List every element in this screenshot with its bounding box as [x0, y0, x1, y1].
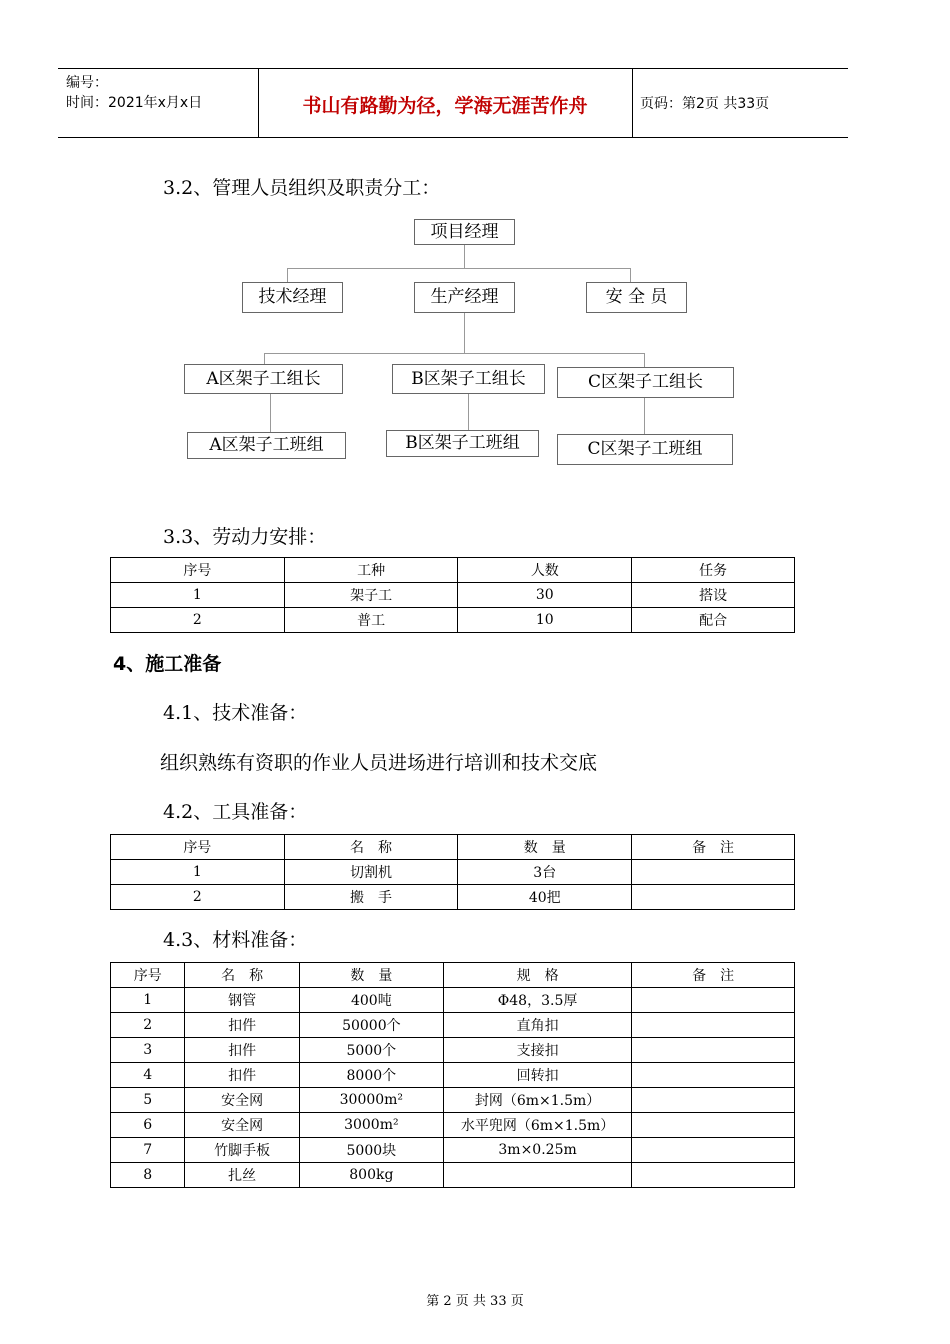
- table-cell: [632, 860, 795, 885]
- table-cell: 8000个: [299, 1063, 443, 1088]
- table-cell: 3台: [458, 860, 632, 885]
- table-header-cell: 名 称: [284, 835, 458, 860]
- org-connector: [270, 394, 271, 432]
- org-box-production-manager: 生产经理: [414, 282, 515, 313]
- section-4-title: 4、施工准备: [113, 653, 222, 675]
- org-box-technical-manager: 技术经理: [242, 282, 343, 313]
- table-cell: 800kg: [299, 1163, 443, 1188]
- table-header-cell: 名 称: [185, 963, 299, 988]
- section-4-3-title: 4.3、材料准备：: [163, 929, 308, 951]
- org-box-project-manager: 项目经理: [414, 219, 515, 245]
- table-header-cell: 人数: [458, 558, 632, 583]
- section-4-1-text: 组织熟练有资职的作业人员进场进行培训和技术交底: [160, 752, 598, 774]
- org-connector: [287, 268, 288, 282]
- header-divider: [632, 69, 633, 137]
- table-cell: [632, 1113, 795, 1138]
- org-connector: [287, 268, 630, 269]
- table-cell: 切割机: [284, 860, 458, 885]
- table-cell: 3: [111, 1038, 185, 1063]
- table-cell: 1: [111, 583, 285, 608]
- table-cell: [632, 1088, 795, 1113]
- org-connector: [630, 268, 631, 282]
- table-cell: 钢管: [185, 988, 299, 1013]
- table-cell: 30000m²: [299, 1088, 443, 1113]
- table-cell: 扎丝: [185, 1163, 299, 1188]
- table-cell: 搬 手: [284, 885, 458, 910]
- materials-table: [110, 962, 795, 1188]
- table-row: [111, 1163, 795, 1188]
- table-cell: 扣件: [185, 1038, 299, 1063]
- table-header-cell: 备 注: [632, 963, 795, 988]
- table-cell: [632, 1138, 795, 1163]
- table-row: [111, 885, 795, 910]
- table-cell: 封网（6m×1.5m）: [443, 1088, 631, 1113]
- org-box-b-team: B区架子工班组: [386, 430, 539, 457]
- table-row: [111, 1113, 795, 1138]
- table-header-row: [111, 963, 795, 988]
- table-cell: 5000个: [299, 1038, 443, 1063]
- section-4-2-title: 4.2、工具准备：: [163, 801, 308, 823]
- table-header-cell: 规 格: [443, 963, 631, 988]
- page-header: [58, 68, 848, 138]
- table-cell: 10: [458, 608, 632, 633]
- table-header-row: [111, 835, 795, 860]
- table-cell: 7: [111, 1138, 185, 1163]
- table-cell: 50000个: [299, 1013, 443, 1038]
- page-footer: 第 2 页 共 33 页: [426, 1294, 524, 1309]
- section-3-3-title: 3.3、劳动力安排：: [163, 526, 327, 548]
- table-cell: [632, 1038, 795, 1063]
- header-page-number: 页码：第2页 共33页: [640, 96, 770, 112]
- org-connector: [464, 313, 465, 353]
- table-row: [111, 988, 795, 1013]
- table-cell: 架子工: [284, 583, 458, 608]
- table-cell: 400吨: [299, 988, 443, 1013]
- table-cell: [632, 1163, 795, 1188]
- labor-table: [110, 557, 795, 633]
- table-cell: [632, 1013, 795, 1038]
- table-cell: 2: [111, 608, 285, 633]
- table-cell: 竹脚手板: [185, 1138, 299, 1163]
- table-row: [111, 608, 795, 633]
- table-cell: 6: [111, 1113, 185, 1138]
- table-cell: [632, 885, 795, 910]
- header-meta: [66, 73, 202, 113]
- org-connector: [464, 244, 465, 268]
- table-header-cell: 数 量: [299, 963, 443, 988]
- org-connector: [264, 353, 644, 354]
- table-cell: [632, 1063, 795, 1088]
- table-cell: [443, 1163, 631, 1188]
- table-cell: 4: [111, 1063, 185, 1088]
- table-header-cell: 序号: [111, 963, 185, 988]
- table-cell: 30: [458, 583, 632, 608]
- header-time: 时间：2021年x月x日: [66, 95, 203, 111]
- table-cell: 安全网: [185, 1088, 299, 1113]
- table-cell: 搭设: [632, 583, 795, 608]
- tools-table: [110, 834, 795, 910]
- table-cell: 8: [111, 1163, 185, 1188]
- table-header-cell: 备 注: [632, 835, 795, 860]
- table-cell: 1: [111, 988, 185, 1013]
- table-header-cell: 序号: [111, 835, 285, 860]
- table-cell: Φ48，3.5厚: [443, 988, 631, 1013]
- table-row: [111, 1138, 795, 1163]
- table-cell: 配合: [632, 608, 795, 633]
- table-cell: 安全网: [185, 1113, 299, 1138]
- table-row: [111, 860, 795, 885]
- org-connector: [644, 353, 645, 367]
- table-cell: 支接扣: [443, 1038, 631, 1063]
- table-cell: 水平兜网（6m×1.5m）: [443, 1113, 631, 1138]
- table-cell: 2: [111, 885, 285, 910]
- table-cell: 直角扣: [443, 1013, 631, 1038]
- header-motto: 书山有路勤为径，学海无涯苦作舟: [302, 95, 588, 117]
- table-cell: 回转扣: [443, 1063, 631, 1088]
- table-row: [111, 1013, 795, 1038]
- org-connector: [468, 394, 469, 430]
- org-box-c-leader: C区架子工组长: [557, 367, 734, 398]
- table-row: [111, 1063, 795, 1088]
- org-box-safety-officer: 安 全 员: [586, 282, 687, 313]
- table-row: [111, 1038, 795, 1063]
- section-3-2-title: 3.2、管理人员组织及职责分工：: [163, 177, 441, 199]
- table-cell: [632, 988, 795, 1013]
- org-connector: [644, 398, 645, 434]
- org-box-c-team: C区架子工班组: [557, 434, 733, 465]
- table-cell: 5000块: [299, 1138, 443, 1163]
- table-header-row: [111, 558, 795, 583]
- org-box-a-leader: A区架子工组长: [184, 364, 343, 394]
- table-header-cell: 序号: [111, 558, 285, 583]
- table-cell: 扣件: [185, 1013, 299, 1038]
- header-number: 编号：: [66, 75, 108, 91]
- section-4-1-title: 4.1、技术准备：: [163, 702, 308, 724]
- table-header-cell: 工种: [284, 558, 458, 583]
- table-row: [111, 1088, 795, 1113]
- table-cell: 3000m²: [299, 1113, 443, 1138]
- table-cell: 2: [111, 1013, 185, 1038]
- table-cell: 1: [111, 860, 285, 885]
- org-box-b-leader: B区架子工组长: [392, 364, 545, 394]
- table-header-cell: 数 量: [458, 835, 632, 860]
- table-header-cell: 任务: [632, 558, 795, 583]
- org-box-a-team: A区架子工班组: [187, 432, 346, 459]
- table-cell: 5: [111, 1088, 185, 1113]
- table-cell: 扣件: [185, 1063, 299, 1088]
- table-cell: 3m×0.25m: [443, 1138, 631, 1163]
- table-cell: 40把: [458, 885, 632, 910]
- table-row: [111, 583, 795, 608]
- table-cell: 普工: [284, 608, 458, 633]
